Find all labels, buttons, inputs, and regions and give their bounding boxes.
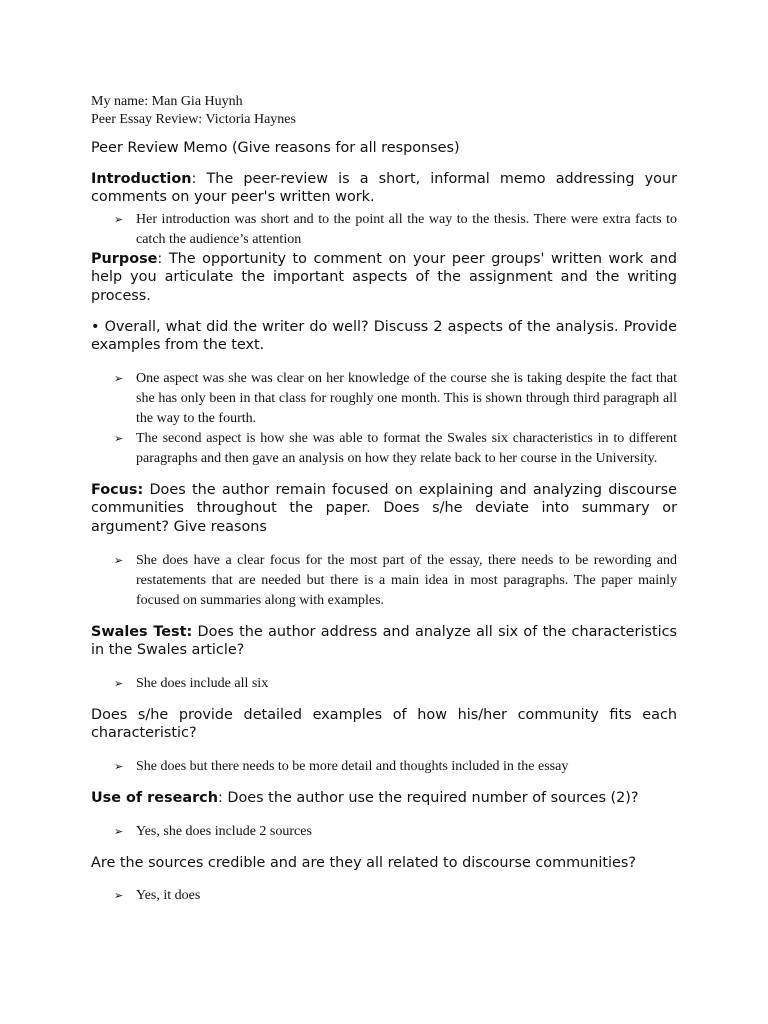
overall-bullet-text: The second aspect is how she was able to format the Swales six characteristics in to different paragraphs and then gave an analysis on how they relate back to her course in the University. [136, 430, 677, 466]
research-bullet-2-text: Yes, it does [136, 888, 201, 904]
memo-title: Peer Review Memo (Give reasons for all responses) [91, 140, 460, 156]
research-text: : Does the author use the required number of sources (2)? [217, 789, 639, 806]
introduction-label: Introduction [91, 170, 192, 187]
introduction-text: : The peer-review is a short, informal memo addressing your comments on your peer's written work. [91, 170, 677, 206]
list-item [114, 551, 677, 611]
research-bullets [91, 822, 677, 842]
arrowhead-bullet-icon: ➢ [114, 889, 124, 903]
overall-bullets [91, 369, 677, 469]
swales-bullet-2-text: She does but there needs to be more detail and thoughts included in the essay [136, 758, 569, 774]
list-item [114, 369, 677, 429]
focus-bullet-text: She does have a clear focus for the most part of the essay, there needs to be rewording and restatements that are needed but there is a main idea in most paragraphs. The paper mainly focused on summaries along with examples. [136, 552, 677, 608]
research-bullet-text: Yes, she does include 2 sources [136, 823, 312, 839]
list-item [114, 822, 677, 842]
list-item [114, 674, 677, 694]
list-item [114, 886, 677, 906]
swales-bullets-2 [91, 757, 677, 777]
arrowhead-bullet-icon: ➢ [114, 212, 124, 226]
overall-question: • Overall, what did the writer do well? Discuss 2 aspects of the analysis. Provide examples from the text. [91, 318, 677, 354]
header-review-line: Peer Essay Review: Victoria Haynes [91, 112, 296, 127]
focus-text: Does the author remain focused on explaining and analyzing discourse communities throughout the paper. Does s/he deviate into summary or argument? Give reasons [91, 481, 677, 535]
swales-text: Does the author address and analyze all six of the characteristics in the Swales article? [91, 623, 677, 659]
arrowhead-bullet-icon: ➢ [114, 759, 124, 773]
focus-paragraph [91, 481, 677, 537]
introduction-bullets [91, 210, 677, 250]
swales-bullet-text: She does include all six [136, 675, 269, 691]
introduction-bullet-text: Her introduction was short and to the point all the way to the thesis. There were extra facts to catch the audience’s attention [136, 211, 677, 247]
research-question-2: Are the sources credible and are they all related to discourse communities? [91, 854, 637, 871]
research-label: Use of research [91, 789, 218, 806]
focus-bullets [91, 551, 677, 611]
swales-question-2: Does s/he provide detailed examples of how his/her community fits each characteristic? [91, 706, 677, 742]
research-bullets-2 [91, 886, 677, 906]
list-item [114, 429, 677, 469]
list-item [114, 210, 677, 250]
focus-label: Focus: [91, 481, 144, 498]
purpose-label: Purpose [91, 250, 158, 267]
arrowhead-bullet-icon: ➢ [114, 431, 124, 445]
arrowhead-bullet-icon: ➢ [114, 824, 124, 838]
swales-bullets [91, 674, 677, 694]
purpose-paragraph [91, 250, 677, 306]
arrowhead-bullet-icon: ➢ [114, 676, 124, 690]
research-paragraph [91, 789, 677, 808]
list-item [114, 757, 677, 777]
arrowhead-bullet-icon: ➢ [114, 553, 124, 567]
arrowhead-bullet-icon: ➢ [114, 371, 124, 385]
purpose-text: : The opportunity to comment on your peer groups' written work and help you articulate the important aspects of the assignment and the writing process. [91, 250, 677, 304]
introduction-paragraph [91, 170, 677, 207]
overall-bullet-text: One aspect was she was clear on her knowledge of the course she is taking despite the fact that she has only been in that class for roughly one month. This is shown through third paragraph all the way to the fourth. [136, 370, 677, 426]
swales-paragraph [91, 623, 677, 660]
swales-label: Swales Test: [91, 623, 193, 640]
header-name-line: My name: Man Gia Huynh [91, 94, 243, 109]
